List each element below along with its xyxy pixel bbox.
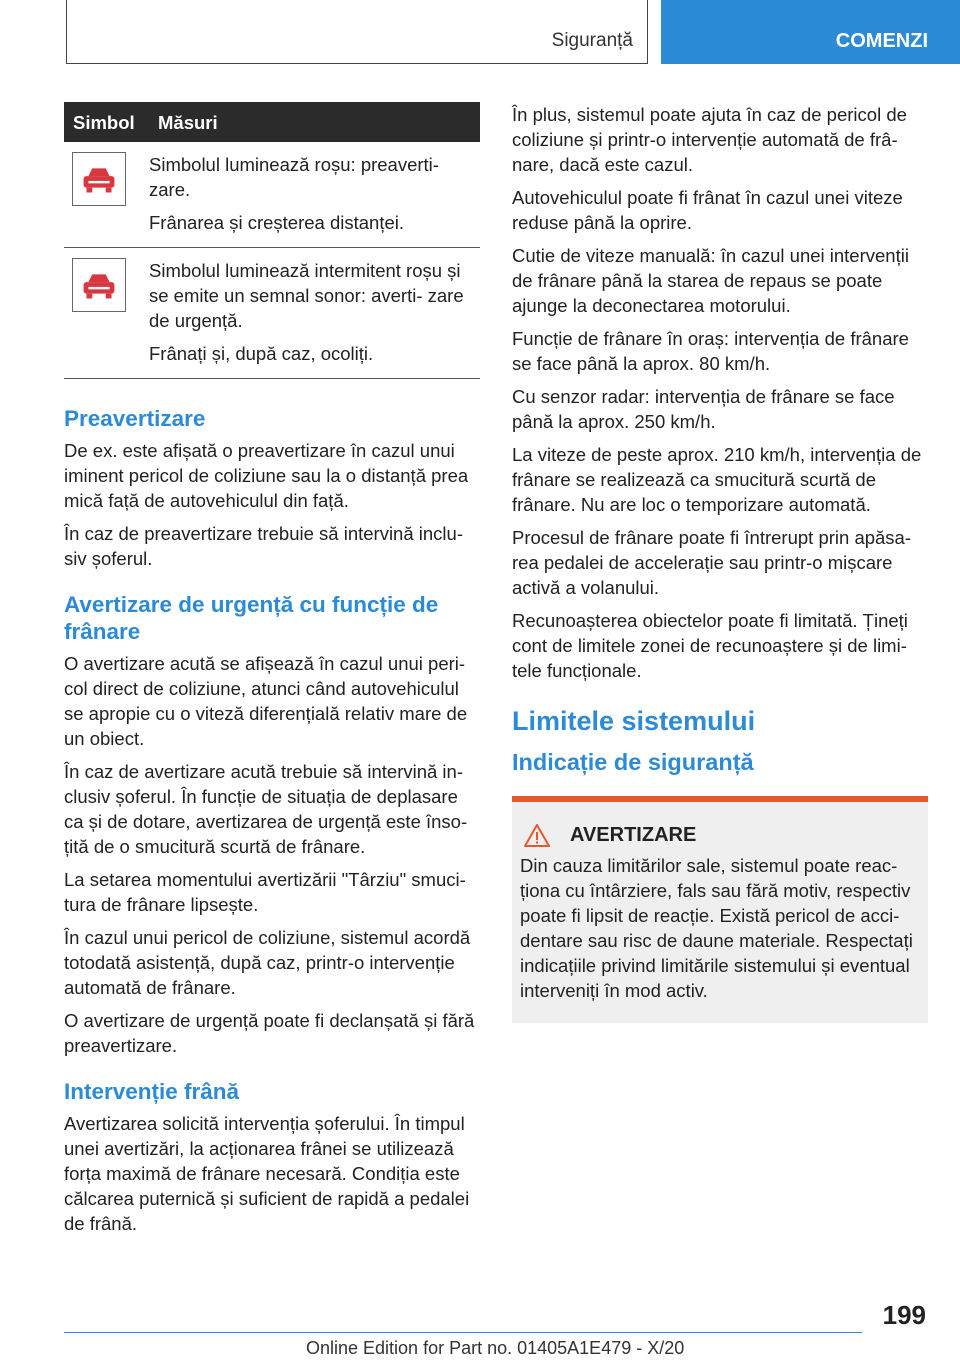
left-column — [64, 102, 480, 1244]
paragraph: Autovehiculul poate fi frânat în cazul unei viteze reduse până la oprire. — [512, 187, 903, 233]
warning-text: Din cauza limitărilor sale, sistemul poate reac- ționa cu întârziere, fals sau fără motiv, respectiv poate fi lipsit de reacție. Există pericol de acci- dentare sau risc de daune materiale. Respectați indicațiile privind limitările sistemului și eventual interveniți în mod activ. — [520, 855, 913, 1001]
page-number: 199 — [882, 1300, 926, 1330]
paragraph: De ex. este afișată o preavertizare în cazul unui iminent pericol de coliziune sau la o distanță prea mică față de autovehiculul din față. — [64, 440, 469, 511]
symbol-column-header: Simbol — [64, 102, 149, 142]
measures-column-header: Măsuri — [149, 102, 480, 142]
paragraph: În caz de preavertizare trebuie să intervină inclu- siv șoferul. — [64, 523, 463, 569]
header-active-label: COMENZI — [835, 30, 928, 52]
table-cell-text: Simbolul luminează intermitent roșu și se emite un semnal sonor: averti- zare de urgență. — [149, 260, 464, 331]
safety-heading: Indicație de siguranță — [512, 749, 754, 775]
table-cell-text: Frânați și, după caz, ocoliți. — [149, 343, 374, 364]
limits-heading: Limitele sistemului — [512, 706, 756, 736]
warning-label: AVERTIZARE — [570, 824, 697, 846]
header-section-tab[interactable] — [66, 0, 648, 64]
table-row — [64, 142, 480, 248]
paragraph: Procesul de frânare poate fi întrerupt prin apăsa- rea pedalei de accelerație sau printr-o mișcare activă a volanului. — [512, 527, 912, 598]
paragraph: În caz de avertizare acută trebuie să intervină in- clusiv șoferul. În funcție de situația de deplasare ca și de dotare, avertizarea de urgență este înso- țită de o smucitură scurtă de frânare. — [64, 761, 468, 857]
interventie-heading: Intervenție frână — [64, 1079, 240, 1104]
paragraph: La viteze de peste aprox. 210 km/h, intervenția de frânare se realizează ca smucitură scurtă de frânare. Nu are loc o temporizare automată. — [512, 444, 922, 515]
paragraph: Avertizarea solicită intervenția șoferului. În timpul unei avertizări, la acționarea frânei se utilizează forța maximă de frânare necesară. Condiția este călcarea puternică și suficient de rapidă a pedalei de frână. — [64, 1113, 470, 1234]
table-cell-text: Frânarea și creșterea distanței. — [149, 212, 405, 233]
paragraph: În cazul unui pericol de coliziune, sistemul acordă totodată asistență, după caz, printr-o intervenție automată de frânare. — [64, 927, 471, 998]
urgenta-heading: Avertizare de urgență cu funcție de frânare — [64, 592, 439, 644]
table-row — [64, 248, 480, 379]
vehicle-warning-icon — [72, 258, 126, 312]
paragraph: La setarea momentului avertizării "Târziu" smuci- tura de frânare lipsește. — [64, 869, 466, 915]
preavertizare-heading: Preavertizare — [64, 406, 206, 431]
header-active-tab[interactable] — [661, 0, 960, 64]
paragraph: O avertizare de urgență poate fi declanșată și fără preavertizare. — [64, 1010, 475, 1056]
header-section-label: Siguranță — [551, 30, 633, 51]
warning-box — [512, 796, 928, 1023]
paragraph: Cu senzor radar: intervenția de frânare se face până la aprox. 250 km/h. — [512, 386, 895, 432]
right-column — [512, 102, 928, 1023]
vehicle-warning-icon — [72, 152, 126, 206]
paragraph: Recunoașterea obiectelor poate fi limitată. Țineți cont de limitele zonei de recunoaștere și de limi- tele funcționale. — [512, 610, 908, 681]
paragraph: Funcție de frânare în oraș: intervenția de frânare se face până la aprox. 80 km/h. — [512, 328, 909, 374]
footer-edition: Online Edition for Part no. 01405A1E479 - X/20 — [306, 1338, 685, 1358]
paragraph: Cutie de viteze manuală: în cazul unei intervenții de frânare până la starea de repaus se poate ajunge la deconectarea motorului. — [512, 245, 909, 316]
warning-triangle-icon — [524, 824, 550, 847]
paragraph: O avertizare acută se afișează în cazul unui peri- col direct de coliziune, atunci când autovehiculul se apropie cu o viteză diferențială relativ mare de un obiect. — [64, 653, 468, 749]
symbol-table — [64, 102, 480, 379]
paragraph: În plus, sistemul poate ajuta în caz de pericol de coliziune și printr-o intervenție automată de frâ- nare, dacă este cazul. — [512, 104, 907, 175]
footer-divider — [64, 1332, 862, 1333]
table-cell-text: Simbolul luminează roșu: preaverti- zare. — [149, 154, 439, 200]
symbol-table-header — [64, 102, 480, 142]
